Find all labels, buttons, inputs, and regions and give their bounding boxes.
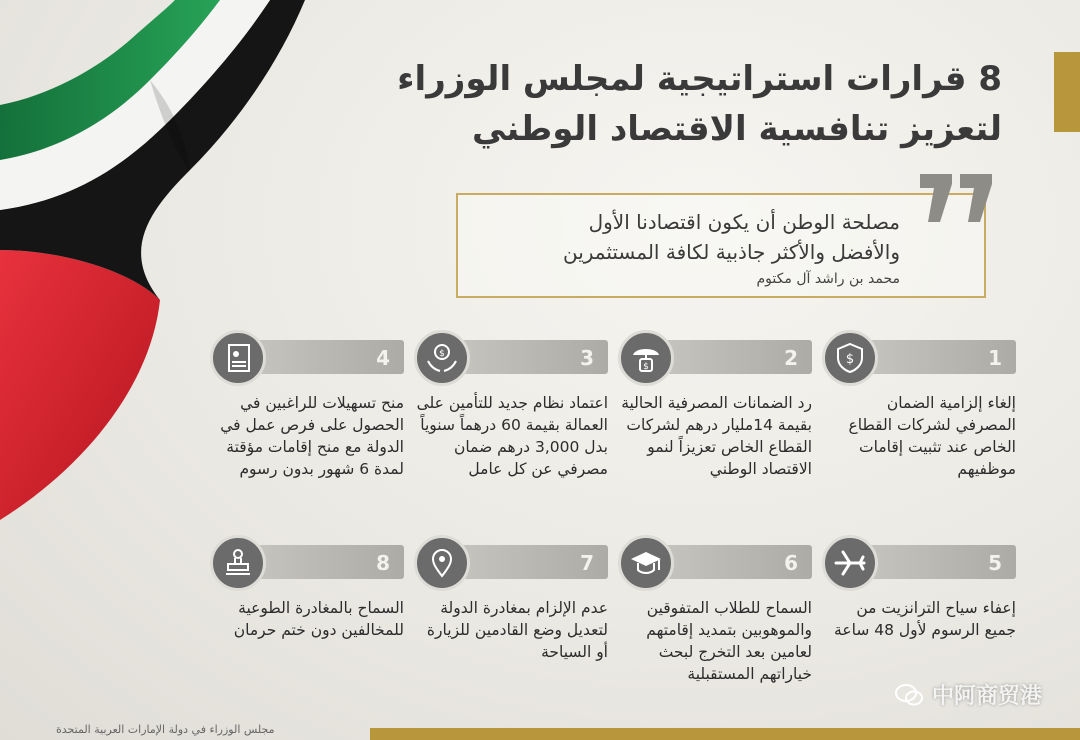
- decision-text: إلغاء إلزامية الضمان المصرفي لشركات القطاع الخاص عند تثبيت إقامات موظفيهم: [848, 394, 1016, 478]
- chat-bubble-icon: [894, 682, 924, 708]
- svg-text:$: $: [845, 352, 855, 367]
- title-line-2: لتعزيز تنافسية الاقتصاد الوطني: [471, 109, 1002, 149]
- decision-number: 2: [784, 346, 798, 370]
- decision-text: اعتماد نظام جديد للتأمين على العمالة بقيمة 60 درهماً سنوياً بدل 3,000 درهم ضمان مصرفي عن كل عامل: [416, 394, 608, 478]
- decision-number: 7: [580, 551, 594, 575]
- gold-accent-tab: [1054, 52, 1080, 132]
- decision-number: 8: [376, 551, 390, 575]
- decision-text: رد الضمانات المصرفية الحالية بقيمة 14مليار درهم لشركات القطاع الخاص تعزيزاً لنمو الاقتصاد الوطني: [621, 394, 812, 478]
- page-title: [362, 54, 1002, 154]
- decision-number: 6: [784, 551, 798, 575]
- watermark-text: 中阿商贸港: [931, 684, 1042, 709]
- decision-text: إعفاء سياح الترانزيت من جميع الرسوم لأول 48 ساعة: [834, 599, 1016, 639]
- decision-text: منح تسهيلات للراغبين في الحصول على فرص عمل في الدولة مع منح إقامات مؤقتة لمدة 6 شهور بدون رسوم: [220, 394, 404, 478]
- quote-line-1: مصلحة الوطن أن يكون اقتصادنا الأول: [588, 210, 900, 234]
- graduation-cap-icon: [618, 535, 674, 591]
- quote-line-2: والأفضل والأكثر جاذبية لكافة المستثمرين: [562, 240, 900, 264]
- svg-text:$: $: [643, 362, 649, 372]
- quote-mark-icon: [916, 174, 996, 224]
- shield-dollar-icon: [822, 330, 878, 386]
- decision-text: السماح بالمغادرة الطوعية للمخالفين دون ختم حرمان: [233, 599, 404, 639]
- footer-source: مجلس الوزراء في دولة الإمارات العربية المتحدة: [56, 723, 275, 736]
- decision-text: عدم الإلزام بمغادرة الدولة لتعديل وضع القادمين للزيارة أو السياحة: [426, 599, 608, 661]
- decision-text: السماح للطلاب المتفوقين والموهوبين بتمديد إقامتهم لعامين بعد التخرج لبحث خياراتهم المستقبلية: [646, 599, 812, 683]
- quote-author: محمد بن راشد آل مكتوم: [756, 271, 900, 287]
- quote-text: [420, 207, 900, 291]
- watermark: [894, 679, 1042, 710]
- footer-gold-bar: [370, 728, 1080, 740]
- umbrella-money-icon: [618, 330, 674, 386]
- svg-text:$: $: [439, 349, 445, 359]
- decision-number: 5: [988, 551, 1002, 575]
- decision-number: 4: [376, 346, 390, 370]
- hands-coin-icon: [414, 330, 470, 386]
- title-line-1: 8 قرارات استراتيجية لمجلس الوزراء: [397, 59, 1002, 99]
- decision-number: 1: [988, 346, 1002, 370]
- map-pin-icon: [414, 535, 470, 591]
- airplane-icon: [822, 535, 878, 591]
- stamp-icon: [210, 535, 266, 591]
- document-profile-icon: [210, 330, 266, 386]
- decision-number: 3: [580, 346, 594, 370]
